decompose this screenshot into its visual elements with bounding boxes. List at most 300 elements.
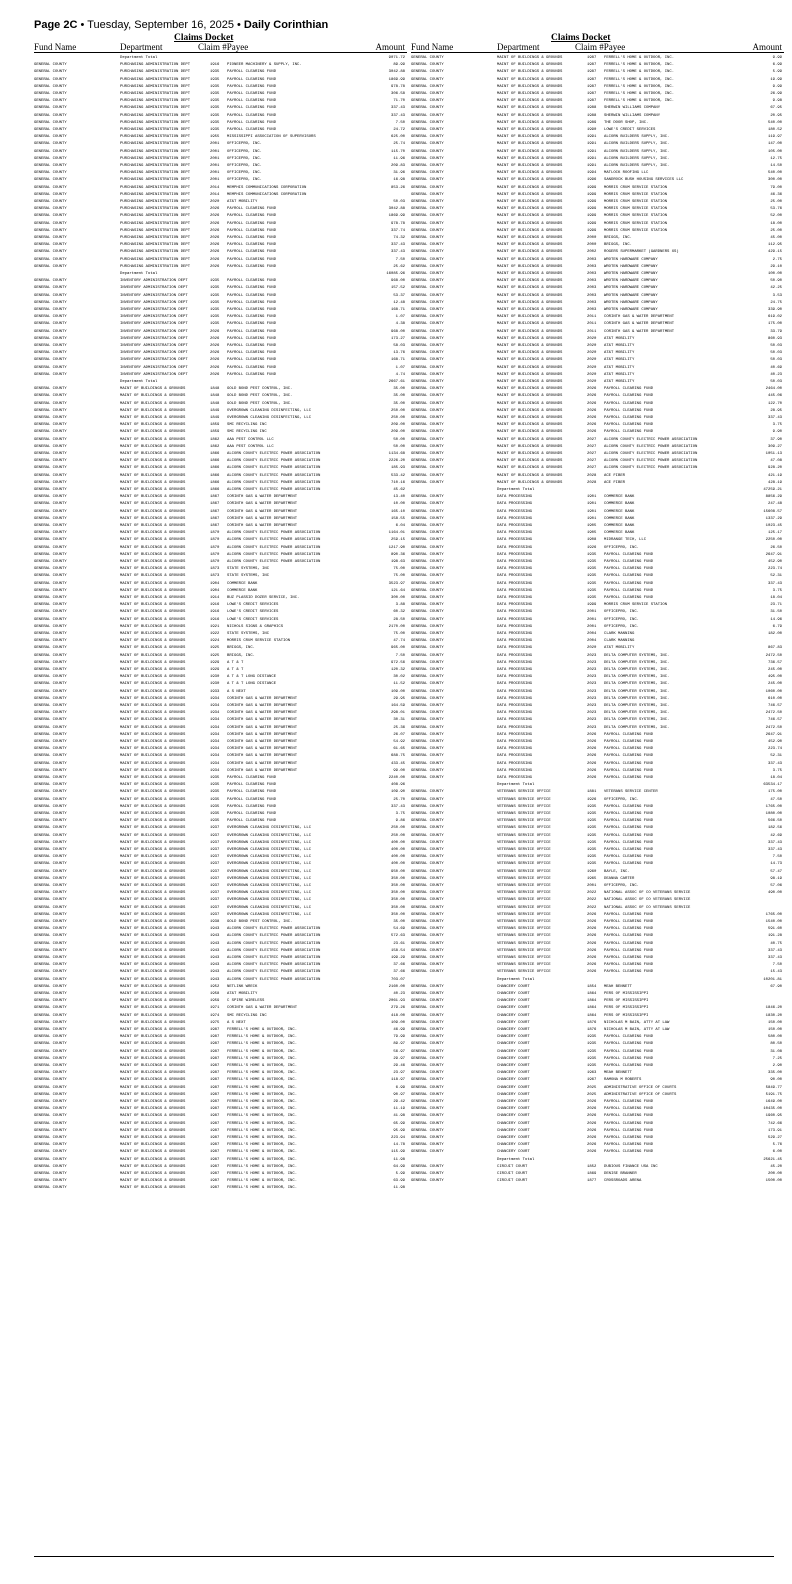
claim-number: 2003 [587, 308, 597, 312]
claim-row [34, 674, 407, 681]
fund-name: GENERAL COUNTY [411, 776, 444, 780]
payee: PERS OF MISSISSIPPI [604, 1013, 649, 1018]
payee: PAYROLL CLEARING FUND [604, 588, 654, 593]
payee: DELTA COMPUTER SYSTEMS, INC. [604, 711, 670, 716]
claim-row [411, 775, 784, 782]
claim-row [411, 912, 784, 919]
payee: PAYROLL CLEARING FUND [227, 221, 277, 226]
claim-number: 2027 [587, 437, 597, 442]
claim-number: 2026 [210, 351, 220, 356]
department: MAINT OF BUILDINGS & GROUNDS [497, 372, 563, 377]
amount: 30.31 [393, 718, 405, 723]
claim-row [34, 1041, 407, 1048]
fund-name: GENERAL COUNTY [411, 1028, 444, 1032]
payee: BUZ PLASSID DOZER SERVICE, INC. [227, 596, 300, 600]
claim-number: 1990 [587, 128, 597, 132]
column-header [34, 42, 407, 53]
claim-number: 1987 [210, 1164, 220, 1169]
department: PURCHASING ADMINISTRATION DEPT [120, 164, 191, 168]
department: CHANCERY COURT [497, 1143, 530, 1148]
amount: 67.90 [770, 984, 782, 989]
fund-name: GENERAL COUNTY [34, 668, 67, 672]
claim-number: 2026 [587, 970, 597, 975]
payee: STATE SYSTEMS, INC [227, 574, 270, 579]
claim-number: 2001 [587, 617, 597, 622]
fund-name: GENERAL COUNTY [34, 718, 67, 723]
payee: AAA PEST CONTROL LLC [227, 444, 274, 449]
amount: 710.16 [390, 480, 405, 485]
claim-row [34, 789, 407, 796]
department: PURCHASING ADMINISTRATION DEPT [120, 63, 191, 68]
payee: FERRELL'S HOME & OUTDOOR, INC. [227, 1179, 298, 1184]
fund-name: GENERAL COUNTY [34, 920, 67, 924]
amount: 14.96 [770, 617, 782, 622]
claim-number: 1935 [210, 300, 220, 305]
claim-number: 1922 [210, 632, 220, 636]
claim-row [411, 962, 784, 969]
claim-row [34, 487, 407, 494]
claim-row [34, 1085, 407, 1092]
claim-row [34, 221, 407, 228]
claim-number: 1991 [587, 135, 597, 140]
payee: FERRELL'S HOME & OUTDOOR, INC. [604, 77, 675, 82]
fund-name: GENERAL COUNTY [411, 1100, 444, 1104]
claim-row [34, 300, 407, 307]
claim-number: 1934 [210, 725, 220, 730]
fund-name: GENERAL COUNTY [34, 408, 67, 413]
department: MAINT OF BUILDINGS & GROUNDS [497, 387, 563, 392]
fund-name: GENERAL COUNTY [411, 192, 444, 197]
fund-name: GENERAL COUNTY [34, 812, 67, 816]
department: CIRCUIT COURT [497, 1179, 528, 1184]
amount: 1765.00 [765, 912, 782, 917]
department: MAINT OF BUILDINGS & GROUNDS [120, 401, 186, 406]
amount: 540.00 [767, 120, 782, 125]
payee: OVERGROWN CLEANING DISINFECTING, LLC [227, 862, 312, 867]
fund-name: GENERAL COUNTY [34, 228, 67, 233]
payee: ALCORN COUNTY ELECTRIC POWER ASSOCIATION [604, 459, 698, 464]
department: MAINT OF BUILDINGS & GROUNDS [120, 502, 186, 507]
payee: FERRELL'S HOME & OUTDOOR, INC. [227, 1100, 298, 1104]
claim-number: 2026 [210, 221, 220, 226]
claim-row [411, 393, 784, 400]
department: VETERANS SERVICE OFFICE [497, 970, 551, 975]
claim-row [34, 127, 407, 134]
payee: AT&T MOBILITY [604, 358, 635, 363]
fund-name: GENERAL COUNTY [411, 840, 444, 845]
claim-number: 1859 [210, 423, 220, 428]
claim-number: 2026 [587, 1121, 597, 1126]
claim-number: 1987 [210, 1143, 220, 1148]
department: MAINT OF BUILDINGS & GROUNDS [120, 552, 186, 557]
payee: MEMPHIS COMMUNICATIONS CORPORATION [227, 192, 307, 197]
claim-row [34, 372, 407, 379]
claim-row [411, 739, 784, 746]
fund-name: GENERAL COUNTY [411, 653, 444, 658]
department: MAINT OF BUILDINGS & GROUNDS [120, 531, 186, 536]
claim-number: 1999 [587, 200, 597, 204]
payee: NATIONAL ASSOC OF CO VETERANS SERVICE [604, 891, 691, 896]
department: MAINT OF BUILDINGS & GROUNDS [497, 308, 563, 312]
department: MAINT OF BUILDINGS & GROUNDS [120, 1186, 186, 1191]
claim-number: 2026 [210, 236, 220, 240]
payee: ALCORN COUNTY ELECTRIC POWER ASSOCIATION [227, 480, 321, 485]
fund-name: GENERAL COUNTY [34, 394, 67, 399]
claim-number: 2020 [587, 336, 597, 341]
fund-name: GENERAL COUNTY [411, 689, 444, 694]
payee: PAYROLL CLEARING FUND [227, 257, 277, 262]
fund-name: GENERAL COUNTY [411, 77, 444, 82]
claim-number: 2026 [587, 941, 597, 946]
claim-row [34, 595, 407, 602]
fund-name: GENERAL COUNTY [411, 200, 444, 204]
payee: DELTA COMPUTER SYSTEMS, INC. [604, 682, 670, 687]
claim-row [411, 717, 784, 724]
claim-row [34, 105, 407, 112]
fund-name: GENERAL COUNTY [34, 552, 67, 557]
claim-number: 1876 [587, 1028, 597, 1032]
amount: 173.27 [390, 336, 405, 341]
claim-row [411, 926, 784, 933]
claim-number: 1870 [210, 538, 220, 543]
claim-row [411, 415, 784, 422]
amount: 191.28 [767, 934, 782, 939]
payee: NICHOLAS M BAIN, ATTY AT LAW [604, 1028, 670, 1032]
department: PURCHASING ADMINISTRATION DEPT [120, 192, 191, 197]
amount: 25621.45 [763, 1157, 782, 1162]
claim-number: 1987 [210, 1042, 220, 1047]
claim-number: 1937 [210, 876, 220, 881]
fund-name: GENERAL COUNTY [411, 243, 444, 248]
claim-row [411, 221, 784, 228]
payee: DELTA COMPUTER SYSTEMS, INC. [604, 660, 670, 665]
claim-row [411, 1041, 784, 1048]
payee: PAYROLL CLEARING FUND [227, 300, 277, 305]
claim-row [34, 69, 407, 76]
payee: BRIGGS, INC. [227, 653, 256, 658]
fund-name: GENERAL COUNTY [411, 149, 444, 154]
department: MAINT OF BUILDINGS & GROUNDS [497, 315, 563, 320]
claim-row [34, 1185, 407, 1192]
amount: 259.15 [390, 538, 405, 543]
claim-number: 1937 [210, 905, 220, 910]
fund-name: GENERAL COUNTY [411, 804, 444, 809]
claim-number: 1935 [210, 819, 220, 824]
fund-name: GENERAL COUNTY [34, 1164, 67, 1169]
fund-name: GENERAL COUNTY [34, 200, 67, 204]
amount: 45.62 [393, 488, 405, 492]
claim-row [34, 120, 407, 127]
department-total-row [411, 487, 784, 494]
payee: FERRELL'S HOME & OUTDOOR, INC. [227, 1143, 298, 1148]
claim-row [34, 336, 407, 343]
amount: 1846.20 [765, 1006, 782, 1011]
payee: PAYROLL CLEARING FUND [227, 286, 277, 291]
amount: 300.00 [390, 596, 405, 600]
amount: 2472.50 [765, 711, 782, 716]
claim-row [411, 329, 784, 336]
payee: DEANNA CARTER [604, 876, 635, 881]
fund-name: GENERAL COUNTY [411, 322, 444, 327]
claim-row [411, 120, 784, 127]
claim-number: 1935 [587, 581, 597, 586]
department: MAINT OF BUILDINGS & GROUNDS [497, 92, 563, 96]
claim-row [411, 609, 784, 616]
payee: BAYLE, INC. [604, 869, 630, 874]
fund-name: GENERAL COUNTY [34, 358, 67, 363]
amount: 28.50 [393, 617, 405, 622]
claim-row [411, 638, 784, 645]
claim-row [34, 753, 407, 760]
claim-row [34, 393, 407, 400]
claim-number: 2003 [587, 300, 597, 305]
payee: PAYROLL CLEARING FUND [227, 790, 277, 795]
claim-number: 1848 [210, 401, 220, 406]
fund-name: GENERAL COUNTY [411, 560, 444, 564]
claim-number: 1926 [587, 797, 597, 802]
amount: 29.42 [393, 1100, 405, 1104]
claim-number: 1987 [210, 1049, 220, 1054]
header-amount: Amount [752, 42, 782, 52]
amount: 25.70 [393, 797, 405, 802]
amount: 42.69 [770, 833, 782, 838]
claim-row [34, 473, 407, 480]
amount: 42.25 [770, 286, 782, 291]
claim-number: 2026 [210, 257, 220, 262]
amount: 14.50 [770, 164, 782, 168]
claim-number: 2026 [210, 336, 220, 341]
payee: PAYROLL CLEARING FUND [604, 948, 654, 953]
payee: ALCORN COUNTY ELECTRIC POWER ASSOCIATION [227, 488, 321, 492]
fund-name: GENERAL COUNTY [34, 999, 67, 1004]
payee: SMC RECYCLING INC [227, 423, 267, 428]
claim-row [411, 753, 784, 760]
claim-number: 2027 [587, 444, 597, 449]
amount: 279.26 [390, 1006, 405, 1011]
fund-name: GENERAL COUNTY [411, 128, 444, 132]
department: VETERANS SERVICE OFFICE [497, 934, 551, 939]
claim-row [34, 1149, 407, 1156]
fund-name: GENERAL COUNTY [34, 1128, 67, 1133]
issue-date: Tuesday, September 16, 2025 [87, 19, 234, 31]
payee: PAYROLL CLEARING FUND [604, 1121, 654, 1126]
payee: FERRELL'S HOME & OUTDOOR, INC. [227, 1172, 298, 1176]
claim-number: 1866 [210, 452, 220, 456]
column-title: Claims Docket [551, 33, 611, 43]
department: MAINT OF BUILDINGS & GROUNDS [497, 401, 563, 406]
fund-name: GENERAL COUNTY [411, 459, 444, 464]
payee: FERRELL'S HOME & OUTDOOR, INC. [227, 1107, 298, 1112]
fund-name: GENERAL COUNTY [34, 473, 67, 478]
amount: 115.70 [390, 149, 405, 154]
claim-row [411, 998, 784, 1005]
fund-name: GENERAL COUNTY [34, 1107, 67, 1112]
department: DATA PROCESSING [497, 747, 533, 752]
department: CHANCERY COURT [497, 1056, 530, 1061]
claim-number: 1935 [587, 1049, 597, 1054]
claim-row [411, 228, 784, 235]
fund-name: GENERAL COUNTY [411, 761, 444, 766]
amount: 168.71 [390, 358, 405, 363]
department: MAINT OF BUILDINGS & GROUNDS [120, 804, 186, 809]
fund-name: GENERAL COUNTY [34, 344, 67, 348]
department: DATA PROCESSING [497, 682, 533, 687]
amount: 199.29 [390, 956, 405, 960]
amount: 433.45 [390, 761, 405, 766]
claim-number: 2026 [587, 1114, 597, 1119]
amount: 63534.17 [763, 783, 782, 788]
payee: GOLD BOND PEST CONTROL, INC. [227, 387, 293, 392]
fund-name: GENERAL COUNTY [411, 603, 444, 608]
claim-number: 1935 [210, 286, 220, 291]
fund-name: GENERAL COUNTY [34, 833, 67, 838]
amount: 350.00 [390, 905, 405, 910]
fund-name: GENERAL COUNTY [34, 207, 67, 212]
claim-number: 1849 [210, 408, 220, 413]
claim-number: 1987 [210, 1179, 220, 1184]
fund-name: GENERAL COUNTY [411, 963, 444, 968]
claim-number: 1943 [210, 956, 220, 960]
fund-name: GENERAL COUNTY [411, 279, 444, 284]
claim-number: 2026 [587, 912, 597, 917]
department: MAINT OF BUILDINGS & GROUNDS [497, 264, 563, 269]
department: DATA PROCESSING [497, 725, 533, 730]
claim-row [411, 1063, 784, 1070]
department: MAINT OF BUILDINGS & GROUNDS [120, 927, 186, 932]
department: MAINT OF BUILDINGS & GROUNDS [120, 624, 186, 629]
claim-row [411, 703, 784, 710]
claim-row [34, 163, 407, 170]
fund-name: GENERAL COUNTY [411, 660, 444, 665]
claim-row [34, 91, 407, 98]
payee: ACE FIBER [604, 473, 626, 478]
claim-row [411, 494, 784, 501]
claim-number: 1937 [210, 884, 220, 888]
amount: 71.70 [393, 99, 405, 104]
fund-name: GENERAL COUNTY [34, 1157, 67, 1162]
amount: 31.50 [770, 610, 782, 615]
claim-row [411, 804, 784, 811]
fund-name: GENERAL COUNTY [34, 1071, 67, 1076]
claim-row [411, 62, 784, 69]
fund-name: GENERAL COUNTY [411, 632, 444, 636]
fund-name: GENERAL COUNTY [411, 1085, 444, 1090]
claim-number: 1935 [210, 120, 220, 125]
amount: 150.00 [767, 1020, 782, 1025]
claim-row [34, 1063, 407, 1070]
amount: 118.97 [390, 1078, 405, 1083]
fund-name: GENERAL COUNTY [34, 840, 67, 845]
claim-number: 2026 [587, 1136, 597, 1140]
claim-number: 2027 [587, 452, 597, 456]
fund-name: GENERAL COUNTY [34, 862, 67, 867]
claim-number: 1935 [587, 833, 597, 838]
fund-name: GENERAL COUNTY [411, 387, 444, 392]
claim-number: 1935 [587, 1035, 597, 1040]
amount: 4.38 [395, 322, 405, 327]
payee: PAYROLL CLEARING FUND [227, 783, 277, 788]
claim-number: 1943 [210, 977, 220, 982]
payee: PAYROLL CLEARING FUND [227, 99, 277, 104]
fund-name: GENERAL COUNTY [34, 819, 67, 824]
amount: 860.93 [767, 336, 782, 341]
payee: A T & T [227, 668, 244, 672]
payee: ALCORN COUNTY ELECTRIC POWER ASSOCIATION [604, 444, 698, 449]
amount: 105.00 [767, 149, 782, 154]
payee: GOLD BOND PEST CONTROL, INC. [227, 394, 293, 399]
claim-row [34, 249, 407, 256]
fund-name: GENERAL COUNTY [34, 279, 67, 284]
amount: 223.94 [390, 1136, 405, 1140]
fund-name: GENERAL COUNTY [34, 689, 67, 694]
claim-number: 1987 [210, 1157, 220, 1162]
payee: ALCORN COUNTY ELECTRIC POWER ASSOCIATION [227, 963, 321, 968]
amount: 53.76 [770, 207, 782, 212]
department: DATA PROCESSING [497, 639, 533, 644]
payee: ADMINISTRATIVE OFFICE OF COURTS [604, 1092, 677, 1097]
amount: 572.63 [390, 934, 405, 939]
claim-number: 1938 [210, 920, 220, 924]
claim-row [34, 955, 407, 962]
claim-number: 1935 [210, 84, 220, 89]
payee: PAYROLL CLEARING FUND [604, 963, 654, 968]
amount: 5191.75 [765, 1092, 782, 1097]
claim-number: 2023 [587, 704, 597, 708]
claim-row [34, 530, 407, 537]
claim-row [34, 408, 407, 415]
department: MAINT OF BUILDINGS & GROUNDS [120, 423, 186, 428]
claim-number: 1934 [210, 740, 220, 744]
fund-name: GENERAL COUNTY [34, 322, 67, 327]
amount: 2061.93 [388, 999, 405, 1004]
payee: CORINTH GAS & WATER DEPARTMENT [227, 1006, 298, 1011]
claim-number: 2020 [587, 380, 597, 384]
payee: MISSISSIPPI ASSOCIATION OF SUPERVISORS [227, 135, 316, 140]
claim-number: 1991 [587, 156, 597, 161]
fund-name: GENERAL COUNTY [411, 236, 444, 240]
department: MAINT OF BUILDINGS & GROUNDS [120, 675, 186, 680]
amount: 1051.13 [765, 452, 782, 456]
fund-name: GENERAL COUNTY [34, 1121, 67, 1126]
fund-name: GENERAL COUNTY [411, 668, 444, 672]
fund-name: GENERAL COUNTY [411, 394, 444, 399]
claim-row [411, 1070, 784, 1077]
claim-number: 1930 [210, 675, 220, 680]
fund-name: GENERAL COUNTY [34, 1092, 67, 1097]
amount: 50.03 [770, 344, 782, 348]
payee: PAYROLL CLEARING FUND [227, 776, 277, 780]
amount: 25.62 [393, 264, 405, 269]
claim-number: 1943 [210, 927, 220, 932]
amount: 928.20 [767, 466, 782, 471]
claim-number: 2000 [587, 243, 597, 248]
department: INVENTORY ADMINISTRATION DEPT [120, 358, 188, 363]
amount: 46.36 [770, 192, 782, 197]
amount: 25.00 [770, 228, 782, 233]
amount: 6.00 [772, 1150, 782, 1155]
fund-name: GENERAL COUNTY [34, 596, 67, 600]
claim-number: 1934 [210, 747, 220, 752]
claim-row [34, 811, 407, 818]
payee: MEMPHIS COMMUNICATIONS CORPORATION [227, 185, 307, 190]
payee: PAYROLL CLEARING FUND [227, 315, 277, 320]
claim-row [411, 77, 784, 84]
department: INVENTORY ADMINISTRATION DEPT [120, 279, 188, 284]
fund-name: GENERAL COUNTY [34, 617, 67, 622]
department: MAINT OF BUILDINGS & GROUNDS [120, 941, 186, 946]
claim-number: 1864 [587, 1013, 597, 1018]
payee: PAYROLL CLEARING FUND [227, 372, 277, 377]
